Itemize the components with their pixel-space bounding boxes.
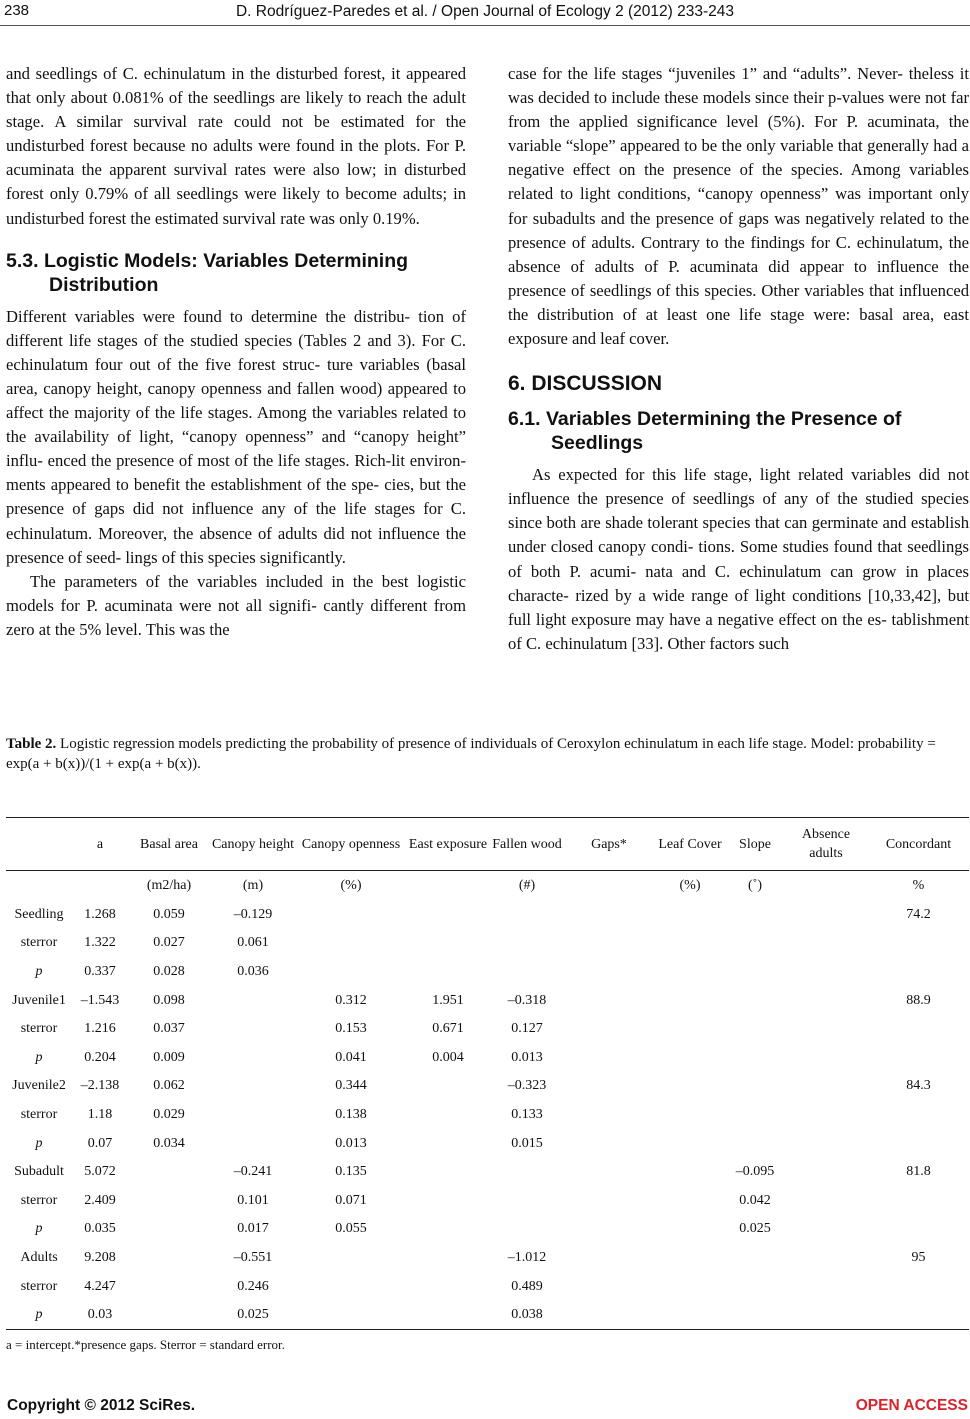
table-units-row (6, 871, 969, 901)
table-row (6, 1072, 969, 1101)
table-cell (868, 958, 969, 987)
table-cell: 0.127 (511, 1021, 543, 1037)
table-cell (726, 1043, 784, 1072)
table-unit-cell: (#) (518, 877, 536, 893)
table-caption (6, 734, 969, 774)
table-cell: –0.241 (233, 1164, 273, 1180)
table-cell: 0.038 (490, 1301, 564, 1330)
table-cell (868, 1215, 969, 1244)
table-row (6, 1043, 969, 1072)
section-heading-5-3: 5.3. Logistic Models: Variables Determining Distribution (6, 249, 409, 296)
table-cell (490, 901, 564, 930)
table-cell: 0.027 (153, 935, 185, 951)
table-cell (128, 1158, 210, 1187)
table-cell: 1.18 (87, 1106, 113, 1122)
table-unit-cell: (%) (679, 877, 701, 893)
table-cell (296, 929, 406, 958)
table-row (6, 1301, 969, 1330)
table-cell: 0.03 (72, 1301, 128, 1330)
table-cell: 0.025 (739, 1221, 771, 1237)
left-paragraph-3: The parameters of the variables included in the best logistic models for P. acuminata were not all signifi- cantly different from zero at the 5% level. This was the (6, 571, 466, 639)
table-row-label: p (6, 1301, 72, 1330)
table-caption-text: Logistic regression models predicting the probability of presence of individuals of Ceroxylon echinulatum in each life stage. Model: probability = exp(a + b(x))/(1 + exp(a + b(x)). (6, 736, 936, 772)
table-unit-cell: (˚) (748, 877, 762, 893)
table-cell: 0.013 (511, 1049, 543, 1065)
table-row-label: Juvenile1 (12, 992, 66, 1008)
table-cell (726, 1244, 784, 1273)
table-cell (784, 958, 868, 987)
table-row (6, 986, 969, 1015)
table-cell: 0.061 (237, 935, 269, 951)
right-column (508, 62, 969, 656)
table-cell (654, 1158, 726, 1187)
table-cell: 0.489 (511, 1278, 543, 1294)
table-cell: 0.07 (87, 1135, 113, 1151)
table-cell: 0.101 (237, 1192, 269, 1208)
table-row (6, 1186, 969, 1215)
table-cell: 84.3 (906, 1078, 931, 1094)
table-row (6, 958, 969, 987)
table-row-label: p (35, 963, 43, 979)
table-cell (406, 1301, 490, 1330)
table-cell: 1.216 (84, 1021, 116, 1037)
table-row (6, 1215, 969, 1244)
table-unit-cell: (m) (242, 877, 264, 893)
table-cell (490, 1158, 564, 1187)
table-cell (654, 929, 726, 958)
table-cell: 0.337 (84, 963, 116, 979)
table-cell: 0.055 (335, 1221, 367, 1237)
table-cell (564, 958, 654, 987)
table-cell (210, 986, 296, 1015)
table-cell: 0.135 (335, 1164, 367, 1180)
table-unit-cell: (m2/ha) (146, 877, 192, 893)
table-cell (726, 1129, 784, 1158)
table-cell: 1.268 (84, 906, 116, 922)
table-header-cell (6, 818, 72, 871)
table-cell (868, 929, 969, 958)
table-row (6, 1244, 969, 1273)
table-cell (406, 1244, 490, 1273)
table-cell (564, 1272, 654, 1301)
table-header-cell: Leaf Cover (654, 818, 726, 871)
table-row (6, 1101, 969, 1130)
header-rule (0, 25, 970, 26)
table-cell: 0.312 (335, 992, 367, 1008)
table-cell: –1.012 (507, 1249, 547, 1265)
table-row-label: sterror (20, 1278, 58, 1294)
table-header-cell: Absence adults (784, 818, 868, 871)
table-header-cell: Slope (726, 818, 784, 871)
table-cell (654, 1101, 726, 1130)
table-cell: 0.009 (153, 1049, 185, 1065)
table-cell: 1.322 (84, 935, 116, 951)
table-cell (654, 1244, 726, 1273)
table-cell (210, 1129, 296, 1158)
table-row-label: p (35, 1221, 43, 1237)
table-cell: 0.153 (335, 1021, 367, 1037)
left-column (6, 62, 466, 642)
page-number: 238 (4, 2, 30, 19)
table-cell (654, 1272, 726, 1301)
table-row-label: Adults (20, 1249, 58, 1265)
table-cell (784, 1244, 868, 1273)
table-cell (564, 1215, 654, 1244)
table-cell (868, 1272, 969, 1301)
table-cell: 0.025 (210, 1301, 296, 1330)
table-cell (654, 958, 726, 987)
table-cell (406, 929, 490, 958)
table-header-cell: a (72, 818, 128, 871)
table-cell (296, 1272, 406, 1301)
table-row (6, 929, 969, 958)
table-cell: 0.028 (153, 963, 185, 979)
table-cell (564, 1043, 654, 1072)
table-cell (784, 929, 868, 958)
table-cell (210, 1043, 296, 1072)
table-unit-cell (784, 871, 868, 901)
table-unit-cell: % (912, 877, 925, 893)
table-row-label: Juvenile2 (12, 1078, 66, 1094)
table-cell (406, 1129, 490, 1158)
table-cell (654, 1215, 726, 1244)
table-cell: 0.062 (153, 1078, 185, 1094)
table-cell (128, 1301, 210, 1330)
table-cell (406, 1158, 490, 1187)
table-cell (868, 1129, 969, 1158)
table-cell (784, 1129, 868, 1158)
table-cell (784, 1272, 868, 1301)
logistic-regression-table (6, 817, 969, 1330)
table-cell: 0.029 (153, 1106, 185, 1122)
table-cell (564, 1072, 654, 1101)
table-cell (726, 958, 784, 987)
table-cell (784, 1043, 868, 1072)
table-cell (406, 1072, 490, 1101)
table-cell (296, 901, 406, 930)
table-cell: 0.204 (84, 1049, 116, 1065)
table-cell: –0.318 (507, 992, 547, 1008)
table-cell (490, 1186, 564, 1215)
table-cell (490, 929, 564, 958)
table-cell (564, 901, 654, 930)
table-cell (726, 1015, 784, 1044)
table-body (6, 871, 969, 1330)
table-cell: 1.951 (432, 992, 464, 1008)
table-cell: 5.072 (84, 1164, 116, 1180)
table-cell: 0.671 (432, 1021, 464, 1037)
table-cell (490, 1215, 564, 1244)
table-cell (128, 1215, 210, 1244)
table-cell (564, 1244, 654, 1273)
table-cell (296, 958, 406, 987)
table-cell (784, 986, 868, 1015)
table-cell (726, 1101, 784, 1130)
open-access-label: OPEN ACCESS (855, 1397, 968, 1414)
table-cell (784, 1101, 868, 1130)
table-cell (654, 1186, 726, 1215)
table-cell (564, 1129, 654, 1158)
table-cell (654, 1015, 726, 1044)
table-header-cell: Fallen wood (490, 818, 564, 871)
table-cell: –1.543 (80, 992, 120, 1008)
table-cell (726, 901, 784, 930)
table-cell (868, 1101, 969, 1130)
table-cell (868, 1301, 969, 1330)
table-header-cell: Gaps* (564, 818, 654, 871)
table-cell (564, 929, 654, 958)
table-cell (490, 958, 564, 987)
table-cell: 0.133 (511, 1106, 543, 1122)
table-cell: 88.9 (906, 992, 931, 1008)
table-cell: 0.041 (335, 1049, 367, 1065)
table-header-row (6, 818, 969, 871)
table-cell (784, 1186, 868, 1215)
table-unit-cell (564, 871, 654, 901)
table-cell (406, 901, 490, 930)
table-cell (564, 1015, 654, 1044)
table-cell (406, 958, 490, 987)
table-cell (654, 901, 726, 930)
left-paragraph-1: and seedlings of C. echinulatum in the disturbed forest, it appeared that only about 0.081% of the seedlings are likely to reach the adult stage. A similar survival rate could not be estimated for the undisturbed forest because no adults were found in the plots. For P. acuminata the apparent survival rates were also low; in disturbed forest only 0.79% of all seedlings were likely to become adults; in undisturbed forest the estimated survival rate was only 0.19%. (6, 64, 466, 228)
table-cell: 74.2 (906, 906, 931, 922)
table-cell: –2.138 (80, 1078, 120, 1094)
table-cell (210, 1101, 296, 1130)
table-header-cell: Canopy height (210, 818, 296, 871)
left-paragraph-2: Different variables were found to determine the distribu- tion of different life stages of the studied species (Tables 2 and 3). For C. echinulatum four out of the five forest struc- ture variables (basal area, canopy height, canopy openness and fallen wood) appeared to affect the majority of the life stages. Among the variables related to the availability of light, “canopy openness” and “canopy height” influ- enced the presence of most of the life stages. Rich-lit environ- ments appeared to benefit the establishment of the spe- cies, but the presence of gaps did not influence any of the life stages for C. echinulatum. Moreover, the absence of adults did not influence the presence of seed- lings of this species significantly. (6, 306, 466, 567)
table-cell: 9.208 (84, 1249, 116, 1265)
table-cell: –0.323 (507, 1078, 547, 1094)
table-cell (210, 1015, 296, 1044)
table-cell (868, 1043, 969, 1072)
table-row (6, 901, 969, 930)
table-header-cell: Basal area (128, 818, 210, 871)
table-cell (210, 1072, 296, 1101)
table-cell: 0.034 (153, 1135, 185, 1151)
table-cell (784, 1158, 868, 1187)
table-cell (726, 1301, 784, 1330)
table-unit-cell (6, 871, 72, 901)
table-header-cell: Canopy openness (296, 818, 406, 871)
table-cell: 95 (911, 1249, 926, 1265)
table-cell (406, 1272, 490, 1301)
table-cell (296, 1301, 406, 1330)
section-heading-6: 6. DISCUSSION (508, 372, 663, 396)
table-cell: 0.036 (237, 963, 269, 979)
table-cell (654, 1072, 726, 1101)
table-cell (726, 1072, 784, 1101)
copyright: Copyright © 2012 SciRes. (7, 1397, 196, 1414)
table-cell: 81.8 (906, 1164, 931, 1180)
table-cell (726, 929, 784, 958)
table-row-label: p (35, 1049, 43, 1065)
table-row-label: sterror (20, 1021, 58, 1037)
table-cell (406, 1215, 490, 1244)
table-cell (128, 1244, 210, 1273)
table-unit-cell: (%) (340, 877, 362, 893)
table-row (6, 1129, 969, 1158)
table-row (6, 1015, 969, 1044)
table-cell: 2.409 (84, 1192, 116, 1208)
table-cell (564, 986, 654, 1015)
table-cell (726, 986, 784, 1015)
table-row-label: Subadult (14, 1164, 64, 1180)
table-cell (406, 1186, 490, 1215)
table-cell (784, 1015, 868, 1044)
table-cell: 0.071 (335, 1192, 367, 1208)
table-cell: 0.004 (432, 1049, 464, 1065)
table-cell: 0.037 (153, 1021, 185, 1037)
table-cell: 0.344 (335, 1078, 367, 1094)
table-cell (564, 1186, 654, 1215)
table-cell: 0.017 (237, 1221, 269, 1237)
table-cell (654, 1129, 726, 1158)
table-cell (296, 1244, 406, 1273)
table-cell (784, 1072, 868, 1101)
table-cell: 0.015 (511, 1135, 543, 1151)
right-paragraph-1: case for the life stages “juveniles 1” and “adults”. Never- theless it was decided to include these models since their p-values were not far from the applied significance level (5%). For P. acuminata, the variable “slope” appeared to be the only variable that generally had a negative effect on the presence of the species. Among variables related to light conditions, “canopy openness” was important only for subadults and the presence of gaps was negatively related to the presence of adults. Contrary to the findings for C. echinulatum, the absence of adults of P. acuminata did appear to influence the presence of seedlings of this species. Other variables that influenced the distribution of at least one life stage were: basal area, east exposure and leaf cover. (508, 64, 969, 349)
table-row-label: p (35, 1135, 43, 1151)
table-cell (564, 1158, 654, 1187)
table-cell (564, 1301, 654, 1330)
table-footnote: a = intercept.*presence gaps. Sterror = standard error. (6, 1337, 285, 1352)
table-row-label: sterror (20, 1106, 58, 1122)
table-header-cell: Concordant (868, 818, 969, 871)
table-unit-cell (72, 871, 128, 901)
table-caption-label: Table 2. (6, 736, 57, 752)
table-cell (868, 1186, 969, 1215)
right-paragraph-2: As expected for this life stage, light related variables did not influence the presence of seedlings of any of the studied species since both are shade tolerant species that can germinate and establish under closed canopy condi- tions. Some studies found that seedlings of both P. acumi- nata and C. echinulatum can grow in places characte- rized by a wide range of light conditions [10,33,42], but full light exposure may have a negative effect on the es- tablishment of C. echinulatum [33]. Other factors such (508, 465, 969, 653)
table-cell (784, 901, 868, 930)
table-cell (654, 1043, 726, 1072)
table-header-cell: East exposure (406, 818, 490, 871)
running-head: D. Rodríguez-Paredes et al. / Open Journal of Ecology 2 (2012) 233-243 (235, 3, 734, 20)
table-cell: 0.098 (153, 992, 185, 1008)
table-row (6, 1158, 969, 1187)
table-cell (564, 1101, 654, 1130)
table-unit-cell (406, 871, 490, 901)
table-cell: –0.129 (233, 906, 273, 922)
table-cell (128, 1186, 210, 1215)
table-cell (784, 1301, 868, 1330)
table-cell (868, 1015, 969, 1044)
table-cell (654, 986, 726, 1015)
table-cell: 4.247 (84, 1278, 116, 1294)
table-cell: 0.035 (84, 1221, 116, 1237)
table-row (6, 1272, 969, 1301)
table-cell (726, 1272, 784, 1301)
table-cell: 0.059 (153, 906, 185, 922)
table-cell (654, 1301, 726, 1330)
table-cell: –0.095 (735, 1164, 775, 1180)
table-cell: 0.042 (739, 1192, 771, 1208)
table-row-label: sterror (20, 1192, 58, 1208)
table-cell (784, 1215, 868, 1244)
table-row-label: sterror (20, 935, 58, 951)
section-heading-6-1: 6.1. Variables Determining the Presence of Seedlings (508, 408, 902, 455)
table-cell: 0.138 (335, 1106, 367, 1122)
table-cell: –0.551 (233, 1249, 273, 1265)
table-cell (128, 1272, 210, 1301)
table-cell: 0.246 (237, 1278, 269, 1294)
table-cell (406, 1101, 490, 1130)
table-cell: 0.013 (335, 1135, 367, 1151)
table-row-label: Seedling (14, 906, 64, 922)
